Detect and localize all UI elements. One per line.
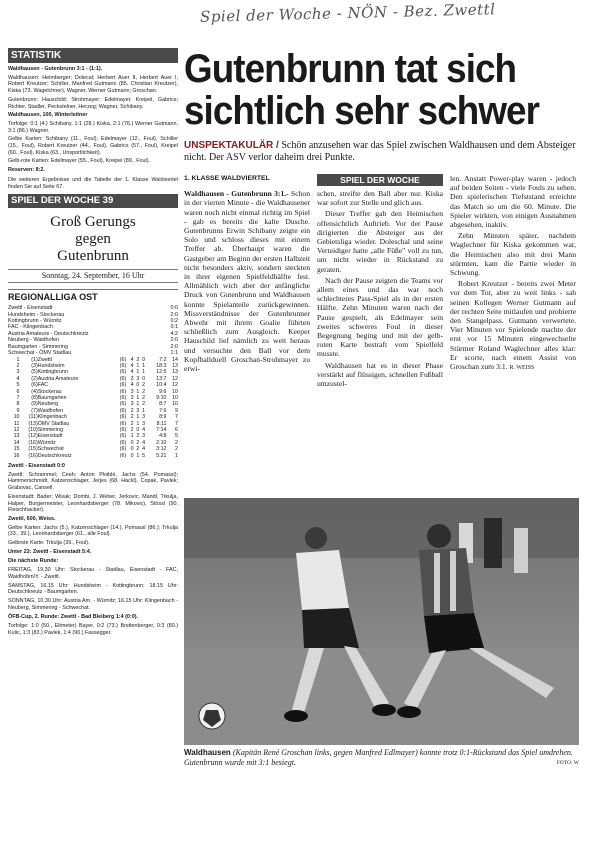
standings-cell: 10:4 [156, 382, 167, 389]
standings-cell: 0 [136, 382, 140, 389]
standings-cell: 14 [172, 356, 178, 363]
standings-cell: Austria Amateure [37, 375, 79, 382]
next-round-saturday: SAMSTAG, 16.15 Uhr: Hundsheim - Kottingbrunn; 18.15 Uhr: Deutschkreutz - Baumgarten. [8, 582, 178, 596]
standings-cell: 13 [172, 369, 178, 376]
gutenbrunn-lineup: Gutenbrunn: Hauschild; Strohmayer; Edelmayer, Kreipel, Gabrics; Richter, Stadler, Peckstelner, Herzeg; Wagner, Schibany. [8, 96, 178, 110]
standings-cell: (5) [31, 369, 38, 376]
standings-cell: Simmering [37, 426, 64, 433]
standings-cell: 0 [142, 375, 146, 382]
result-pairing: Schwechat - ÖMV Stadlau [8, 350, 72, 357]
standings-cell: (10) [28, 426, 38, 433]
standings-cell: 0 [130, 446, 134, 453]
standings-cell: 3 [130, 375, 134, 382]
standings-cell: 13 [13, 433, 20, 440]
standings-cell: 5:21 [156, 452, 167, 459]
standings-cell: 10 [172, 388, 178, 395]
yellow-red-cards: Gelb-rote Karten: Edelmayer (55., Foul), Kreipel (89., Foul). [8, 158, 151, 165]
standings-cell: 14 [13, 439, 20, 446]
standings-cell: (6) [119, 414, 127, 421]
standings-cell: 2 [142, 382, 146, 389]
standings-cell: 1 [136, 362, 140, 369]
standings-cell: 7 [175, 414, 178, 421]
standings-cell: (4) [31, 388, 38, 395]
standings-cell: (8) [31, 394, 38, 401]
standings-cell: 13:7 [156, 375, 167, 382]
standings-cell: 7:2 [159, 356, 167, 363]
results-list [8, 305, 178, 356]
standings-cell: 10 [13, 414, 20, 421]
standings-cell: 1 [136, 414, 140, 421]
standings-cell: 2:10 [156, 439, 167, 446]
standings-cell: Deutschkreutz [37, 452, 72, 459]
result-pairing: FAC - Klingenbach [8, 324, 53, 331]
standings-cell: Waidhofen [37, 407, 63, 414]
standings-cell: (6) [119, 362, 127, 369]
standings-cell: 2 [175, 446, 178, 453]
standings-cell: 3 [16, 369, 20, 376]
result-score: 4:2 [170, 330, 178, 337]
standings-table [8, 357, 178, 460]
zwettl-lineup: Zwettl: Schrammel; Ceeh; Anton Ploiblé, Jachs (54. Pomassl); Hammerschmidt, Katzenschlager, Jerjes (68. Hackl), Copak, Pavlek; Grabovac, Cansell. [8, 471, 178, 492]
photo-credit: FOTO: W [556, 760, 579, 766]
caption-lead: Waldhausen [184, 748, 231, 757]
waldhausen-lineup: Waldhausen: Heimberger; Dolecal; Herbert Auer II, Herbert Auer I, Robert Kreutzer; Schiller, Manfred Gutmann (85. Christian Kreutzer), Kiska (73. Wagelchner), Wagner, Werner Gutmann; Groschan. [8, 74, 178, 95]
standings-cell: 4 [130, 362, 134, 369]
standings-cell: (1) [31, 356, 38, 363]
standings-cell: Schwechat [37, 446, 64, 453]
standings-cell: (15) [28, 446, 38, 453]
result-pairing: Hundsheim - Stockerau [8, 311, 65, 318]
next-round-title: Die nächste Runde: [8, 558, 59, 565]
standings-cell: 16 [13, 452, 20, 459]
standings-cell: 7:6 [159, 407, 167, 414]
standings-cell: 9 [16, 407, 20, 414]
cup-goals: Torfolge: 1:0 (50., Eltmeter) Bayer, 0:2 (73.) Breitenberger, 0:3 (80.) Kulic, 1:3 (83.) Pavlek, 1:4 (90.) Fassegger. [8, 623, 178, 636]
zwettl-yellow-cards: Gelbe Karten: Jachs (5.), Katzenschlager (14.), Pomassl (86.); Trkulja (33., 39.), Leonhardsberger (61., alle Foul). [8, 524, 178, 538]
standings-cell: 3 [130, 401, 134, 408]
standings-cell: 2 [130, 420, 134, 427]
article [184, 48, 579, 390]
standings-cell: 1 [136, 401, 140, 408]
standings-cell: 4 [130, 356, 134, 363]
next-match-date: Sonntag, 24. September, 16 Uhr [8, 269, 178, 283]
zwettl-yellow-red: Gelbrote Karte: Trkulja (39., Foul). [8, 540, 90, 547]
paragraph: Zehn Minuten später, nachdem Waglechner für Kiska gekommen war, die Heimischen also mit drei Mann stürmten, kam die Partie wieder in Schwung. [450, 231, 576, 278]
standings-cell: 5 [16, 382, 20, 389]
subheadline-text: Schön anzusehen war das Spiel zwischen Waldhausen und dem Absteiger nicht. Der ASV verlor daheim drei Punkte. [184, 140, 576, 163]
standings-cell: (6) [119, 452, 127, 459]
article-column-1 [184, 174, 310, 390]
yellow-cards: Gelbe Karten: Schibany (11., Foul), Edelmayer (12., Foul), Schiller (15., Foul), Robert Kreutzer (44., Foul), Gabrics (57., Foul), Kreipel (60., Foul), Kiska (63., Unsportlichkeit). [8, 136, 178, 156]
author-initials: R. WEISS [509, 365, 535, 372]
paragraph: Waldhausen hat es in dieser Phase verstärkt auf flüssigen, schnellen Fußball umzustel- [317, 360, 443, 389]
statistics-column [8, 48, 178, 638]
standings-cell: Zwettl [37, 356, 52, 363]
standings-cell: 10 [172, 394, 178, 401]
standings-cell: 9:6 [159, 388, 167, 395]
standings-cell: 7:14 [156, 426, 167, 433]
standings-cell: 4 [142, 439, 146, 446]
next-match-vs: gegen [75, 231, 111, 248]
standings-cell: 18:3 [156, 362, 167, 369]
standings-cell: (6) [119, 369, 127, 376]
standings-cell: 1 [136, 388, 140, 395]
standings-cell: 4 [142, 426, 146, 433]
standings-cell: (6) [119, 388, 127, 395]
standings-cell: FAC [37, 382, 49, 389]
standings-cell: 7 [175, 420, 178, 427]
standings-cell: 11 [13, 420, 20, 427]
paragraph-text: Robert Kreutzer - bereits zwei Meter vor dem Tor, aber zu weit links - sah seinen Kollegen Werner Gutmann auf der rechten Seite mitlaufen und probierte den Stangelpass. Gutmann verwertete. Vier Minuten vor Spielende machte der erst vor 15 Minuten eingewechselte Stürmer Roland Waglechner alles klar: Er scorte, nach einem Assist von Groschan zum 3:1. [450, 279, 576, 372]
result-pairing: Kottingbrunn - Würnitz [8, 318, 62, 325]
standings-cell: (16) [28, 439, 38, 446]
result-score: 0:1 [170, 324, 178, 331]
standings-cell: 1 [136, 452, 140, 459]
standings-cell: 1 [142, 407, 146, 414]
result-score: 0:0 [170, 305, 178, 312]
standings-cell: 2 [136, 446, 140, 453]
next-round-friday: FREITAG, 19.30 Uhr: Stockerau - Stadlau, Eisenstadt - FAC, Waidhofen/Y. - Zwettl. [8, 567, 178, 580]
standings-cell: Eisenstadt [37, 433, 63, 440]
result-pairing: Zwettl - Eisenstadt [8, 305, 53, 312]
standings-cell: 1 [136, 394, 140, 401]
more-results-note: Die weiteren Ergebnisse und die Tabelle der 1. Klasse Waldviertel finden Sie auf Seite 67. [8, 176, 178, 190]
paragraph: schen, streifte den Ball aber nur. Kiska war sofort zur Stelle und glich aus. [317, 189, 443, 208]
standings-row [8, 453, 178, 459]
standings-cell: 6 [16, 388, 20, 395]
standings-cell: Baumgarten [37, 394, 67, 401]
handwritten-note: Spiel der Woche - NÖN - Bez. Zwettl [199, 0, 496, 26]
standings-cell: 2 [142, 401, 146, 408]
standings-cell: (12) [28, 433, 38, 440]
standings-cell: 4 [142, 446, 146, 453]
standings-cell: 3 [142, 414, 146, 421]
standings-cell: 4 [130, 382, 134, 389]
caption-text: (Kapitän René Groschan links, gegen Manfred Edlmayer) konnte trotz 0:1-Rückstand das Spiel umdrehen. Gutenbrunn wurde mit 3:1 besiegt. [184, 748, 573, 767]
paragraph [450, 279, 576, 373]
standings-cell: (6) [31, 382, 38, 389]
standings-cell: 0 [130, 452, 134, 459]
standings-cell: 1 [142, 369, 146, 376]
result-score: 2:0 [170, 311, 178, 318]
standings-cell: 1 [136, 369, 140, 376]
standings-cell: 1 [142, 362, 146, 369]
result-pairing: Neuberg - Waidhofen [8, 337, 60, 344]
headline [184, 48, 580, 132]
lead-result: Waldhausen - Gutenbrunn 3:1.- [184, 189, 289, 199]
standings-cell: (6) [119, 401, 127, 408]
standings-cell: (13) [28, 420, 38, 427]
standings-cell: 7 [16, 394, 20, 401]
section-label: 1. KLASSE WALDVIERTEL [184, 175, 270, 182]
standings-cell: 3 [142, 433, 146, 440]
standings-cell: 2 [16, 362, 20, 369]
standings-cell: (11) [28, 414, 38, 421]
standings-cell: 2 [130, 414, 134, 421]
zwettl-match-line: Zwettl - Eisenstadt 0:0 [8, 463, 65, 469]
standings-cell: 3 [130, 394, 134, 401]
standings-cell: 2 [142, 388, 146, 395]
next-match-away: Gutenbrunn [57, 248, 129, 265]
standings-cell: 8 [16, 401, 20, 408]
standings-cell: 3 [136, 375, 140, 382]
standings-cell: 12 [172, 375, 178, 382]
standings-cell: (2) [31, 375, 38, 382]
standings-cell: (6) [119, 433, 127, 440]
standings-cell: (6) [119, 420, 127, 427]
statistik-header: STATISTIK [8, 48, 178, 63]
standings-cell: (6) [119, 446, 127, 453]
standings-cell: (6) [119, 382, 127, 389]
standings-cell: 13 [172, 362, 178, 369]
result-score: 0:2 [170, 318, 178, 325]
next-round-sunday: SONNTAG, 10.30 Uhr: Austria Am. - Würnitz; 16.15 Uhr: Klingenbach - Neuberg, Simmering - Schwechat. [8, 597, 178, 611]
spectators-referee: Waldhausen, 100, Winterleitner [8, 112, 88, 119]
standings-cell: (16) [28, 452, 38, 459]
result-score: 1:1 [170, 350, 178, 357]
paragraph: Nach der Pause zeigten die Teams vor allem eines und das war noch schlechteres Pass-Spiel als in der ersten Hälfte. Zehn Minuten waren nach der Pause gespielt, als Edelmayer sein zweites schweres Foul in dieser Begegnung beging und mit der gelb-roten Karte bestraft vom Spielfeld musste. [317, 275, 443, 359]
cup-result: ÖFB-Cup, 2. Runde: Zwettl - Bad Bleiberg 1:4 (0:0). [8, 614, 138, 621]
match-photo [184, 498, 579, 745]
football-photo-illustration [184, 498, 579, 745]
standings-cell: 0 [142, 356, 146, 363]
standings-cell: Hundsheim [37, 362, 65, 369]
standings-cell: 6 [175, 426, 178, 433]
standings-cell: 3:12 [156, 446, 167, 453]
zwettl-spectators: Zwettl, 600, Weiss. [8, 515, 56, 522]
article-column-2 [317, 174, 443, 390]
standings-cell: 0 [130, 439, 134, 446]
zwettl-u23: Unter 23: Zwettl - Eisenstadt 5:4. [8, 548, 92, 555]
paragraph: len. Anstatt Power-play waren - jedoch auf beiden Seiten - viele Fouls zu sehen. Den spielerischen Tiefststand erreichte das Match so um die 60. Minute. Die Spieler wirkten, von einigen Ausnahmen abgesehen, inaktiv. [450, 174, 576, 230]
standings-cell: 4 [16, 375, 20, 382]
standings-cell: 8:9 [159, 414, 167, 421]
headline-line-1: Gutenbrunn tat sich [184, 47, 517, 91]
standings-cell: 9:10 [156, 394, 167, 401]
paragraph: Dieser Treffer gab den Heimischen offensichtlich Auftrieb. Vor der Pause dirigierten die Absteiger aus der Gebietsliga wieder. Doleschal und seine Verteidiger hatte „alle Füße" voll zu tun, um nicht wieder in Rückstand zu geraten. [317, 209, 443, 274]
standings-cell: (9) [31, 401, 38, 408]
standings-cell: 2 [136, 439, 140, 446]
standings-cell: 8:7 [159, 401, 167, 408]
standings-cell: 12 [13, 426, 20, 433]
spiel-der-woche-badge: SPIEL DER WOCHE [317, 174, 443, 186]
photo-caption [184, 748, 579, 768]
standings-cell: 12:5 [156, 369, 167, 376]
standings-cell: ÖMV Stadlau [37, 420, 70, 427]
standings-cell: Kottingbrunn [37, 369, 68, 376]
standings-cell: 1 [16, 356, 20, 363]
league-title: REGIONALLIGA OST [8, 289, 178, 303]
standings-cell: 4:8 [159, 433, 167, 440]
standings-cell: Würnitz [37, 439, 56, 446]
standings-cell: Stockerau [37, 388, 62, 395]
standings-cell: Neuberg [37, 401, 59, 408]
standings-cell: (6) [119, 426, 127, 433]
next-match-home: Groß Gerungs [50, 214, 136, 231]
standings-cell: Klingenbach [37, 414, 67, 421]
standings-cell: 9 [175, 407, 178, 414]
standings-cell: 1 [130, 433, 134, 440]
standings-cell: 10 [172, 401, 178, 408]
standings-cell: 1 [175, 452, 178, 459]
spiel-der-woche-39-header: SPIEL DER WOCHE 39 [8, 194, 178, 208]
article-column-3 [450, 174, 576, 390]
result-score: 2:0 [170, 343, 178, 350]
standings-cell: (6) [119, 356, 127, 363]
headline-line-2: sichtlich sehr schwer [184, 89, 539, 133]
next-featured-match [8, 214, 178, 265]
standings-cell: 5 [142, 452, 146, 459]
result-score: 2:0 [170, 337, 178, 344]
standings-cell: 3 [142, 420, 146, 427]
paragraph [184, 189, 310, 373]
standings-cell: 2 [130, 407, 134, 414]
standings-cell: 0 [136, 426, 140, 433]
standings-cell: 3 [130, 388, 134, 395]
result-pairing: Baumgarten - Simmering [8, 343, 68, 350]
result-pairing: Austria Amateure - Deutschkreutz [8, 330, 89, 337]
standings-cell: 3 [136, 407, 140, 414]
standings-cell: 8:11 [156, 420, 167, 427]
standings-cell: 2 [142, 394, 146, 401]
standings-cell: (6) [119, 407, 127, 414]
standings-cell: 5 [175, 433, 178, 440]
standings-cell: 2 [136, 433, 140, 440]
standings-cell: (6) [119, 375, 127, 382]
match-result-line: Waldhausen - Gutenbrunn 3:1 - (1:1). [8, 66, 103, 72]
standings-cell: 4 [130, 369, 134, 376]
goal-sequence: Torfolge: 0:1 (4.) Schibany, 1:1 (28.) Kiska, 2:1 (76.) Werner Gutmann, 3:1 (86.) Wagner. [8, 120, 178, 134]
standings-cell: (6) [119, 394, 127, 401]
reserves-result: Reserven: 8:2. [8, 167, 45, 174]
standings-cell: 1 [136, 420, 140, 427]
standings-cell: 2 [175, 439, 178, 446]
standings-cell: 12 [172, 382, 178, 389]
standings-cell: (3) [31, 362, 38, 369]
standings-cell: (6) [119, 439, 127, 446]
eisenstadt-lineup: Eisenstadt: Bader; Wisak; Dombi, J. Weber, Jerkovic, Mandl, Trkulja, Halper, Burgermeister, Leonhardsberger (78. Mikovic), Stössl (90. Fleischhacker). [8, 493, 178, 514]
standings-cell: 15 [13, 446, 20, 453]
standings-cell: 2 [130, 426, 134, 433]
subheadline [184, 140, 579, 164]
standings-cell: 2 [136, 356, 140, 363]
standings-cell: (7) [31, 407, 38, 414]
kicker: UNSPEKTAKULÄR / [184, 140, 279, 151]
paragraph-text: Schon in der vierten Minute - die Waldhausener waren noch nicht einmal richtig im Spiel - gab es bereits die kalte Dusche. Gutenbrunns Erwin Schibany zeigte ein Solo und schloss dieses mit einem Treffer ab. Überhaupt waren die Gastgeber am Beginn der ersten Halbzeit nicht besonders aktiv, sondern steckten in ihrer eigenen Spielfeldhälfte fest. Allmählich wich aber der anfängliche Druck von Gutenbrunn und Waldhausen konnte Spielanteile zurückgewinnen. Missverständnisse der Gutenbrunner Abwehr mit ihrem Goalie führten schließlich zum Ausgleich. Keeper Hauschild lief nämlich zu weit heraus und versuchte den Ball vor dem Kopfballduell Groschan-Strohmayer zu erwi- [184, 189, 310, 374]
article-body [184, 174, 579, 390]
